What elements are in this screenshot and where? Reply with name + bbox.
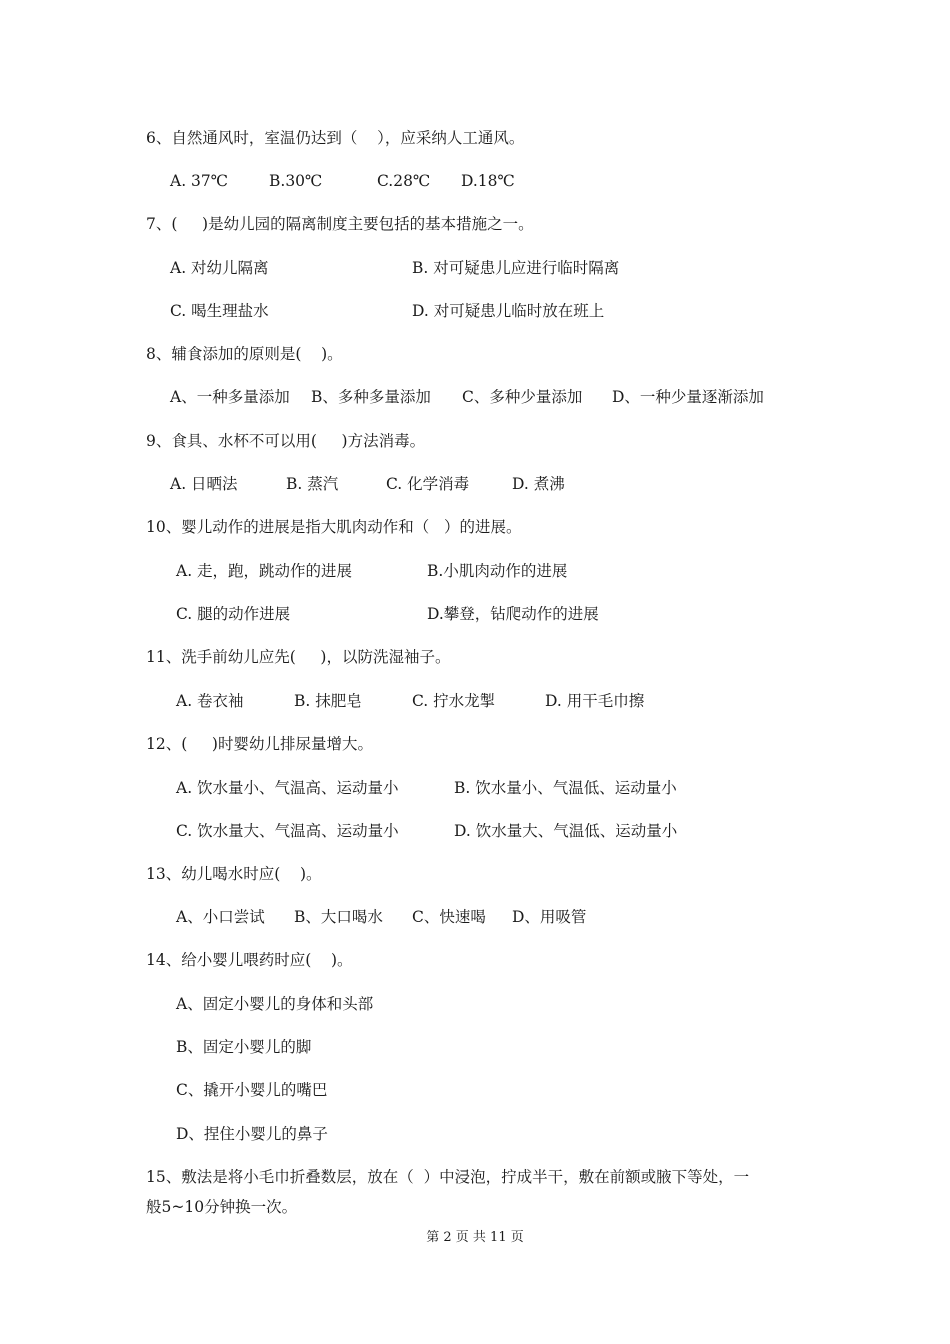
question-6-option-d: D.18℃ [461, 172, 515, 190]
question-10-stem: 10、婴儿动作的进展是指大肌肉动作和（ ）的进展。 [146, 518, 522, 536]
question-11-option-a: A. 卷衣袖 [176, 692, 244, 710]
question-12-option-b: B. 饮水量小、气温低、运动量小 [454, 779, 677, 797]
question-11-option-d: D. 用干毛巾擦 [545, 692, 645, 710]
question-9-option-c: C. 化学消毒 [386, 475, 470, 493]
question-14-option-b: B、固定小婴儿的脚 [176, 1038, 312, 1056]
question-14-stem: 14、给小婴儿喂药时应( )。 [146, 951, 353, 969]
question-7-stem: 7、( )是幼儿园的隔离制度主要包括的基本措施之一。 [146, 215, 534, 233]
question-9-option-b: B. 蒸汽 [286, 475, 339, 493]
question-8-option-c: C、多种少量添加 [462, 388, 583, 406]
question-13-option-a: A、小口尝试 [176, 908, 265, 926]
question-14-option-a: A、固定小婴儿的身体和头部 [176, 995, 374, 1013]
question-11-option-b: B. 抹肥皂 [294, 692, 362, 710]
question-10-option-b: B.小肌肉动作的进展 [427, 562, 568, 580]
question-11-stem: 11、洗手前幼儿应先( )，以防洗湿袖子。 [146, 648, 451, 666]
question-13-stem: 13、幼儿喝水时应( )。 [146, 865, 322, 883]
question-6-option-b: B.30℃ [269, 172, 323, 190]
question-13-option-d: D、用吸管 [512, 908, 587, 926]
question-6-option-c: C.28℃ [377, 172, 431, 190]
question-8-option-b: B、多种多量添加 [311, 388, 431, 406]
question-12-option-a: A. 饮水量小、气温高、运动量小 [176, 779, 399, 797]
question-10-option-c: C. 腿的动作进展 [176, 605, 291, 623]
question-9-option-a: A. 日晒法 [170, 475, 238, 493]
question-14-option-c: C、撬开小婴儿的嘴巴 [176, 1081, 328, 1099]
question-10-option-d: D.攀登，钻爬动作的进展 [427, 605, 599, 623]
question-9-stem: 9、食具、水杯不可以用( )方法消毒。 [146, 432, 426, 450]
question-7-option-c: C. 喝生理盐水 [170, 302, 269, 320]
question-14-option-d: D、捏住小婴儿的鼻子 [176, 1125, 328, 1143]
question-11-option-c: C. 拧水龙掣 [412, 692, 496, 710]
question-9-option-d: D. 煮沸 [512, 475, 565, 493]
question-10-option-a: A. 走，跑，跳动作的进展 [176, 562, 353, 580]
question-7-option-b: B. 对可疑患儿应进行临时隔离 [412, 259, 620, 277]
question-15-stem: 15、敷法是将小毛巾折叠数层，放在（ ）中浸泡，拧成半干，敷在前额或腋下等处，一 [146, 1168, 750, 1186]
question-8-stem: 8、辅食添加的原则是( )。 [146, 345, 343, 363]
question-15-stem-continued: 般5~10分钟换一次。 [146, 1198, 298, 1216]
question-12-stem: 12、( )时婴幼儿排尿量增大。 [146, 735, 373, 753]
question-13-option-b: B、大口喝水 [294, 908, 383, 926]
question-6-option-a: A. 37℃ [170, 172, 229, 190]
question-13-option-c: C、快速喝 [412, 908, 486, 926]
question-8-option-a: A、一种多量添加 [170, 388, 290, 406]
question-12-option-d: D. 饮水量大、气温低、运动量小 [454, 822, 678, 840]
page-number-footer: 第 2 页 共 11 页 [426, 1230, 524, 1245]
question-7-option-a: A. 对幼儿隔离 [170, 259, 269, 277]
question-6-stem: 6、自然通风时，室温仍达到（ ），应采纳人工通风。 [146, 129, 525, 147]
question-12-option-c: C. 饮水量大、气温高、运动量小 [176, 822, 399, 840]
question-8-option-d: D、一种少量逐渐添加 [612, 388, 764, 406]
question-7-option-d: D. 对可疑患儿临时放在班上 [412, 302, 605, 320]
